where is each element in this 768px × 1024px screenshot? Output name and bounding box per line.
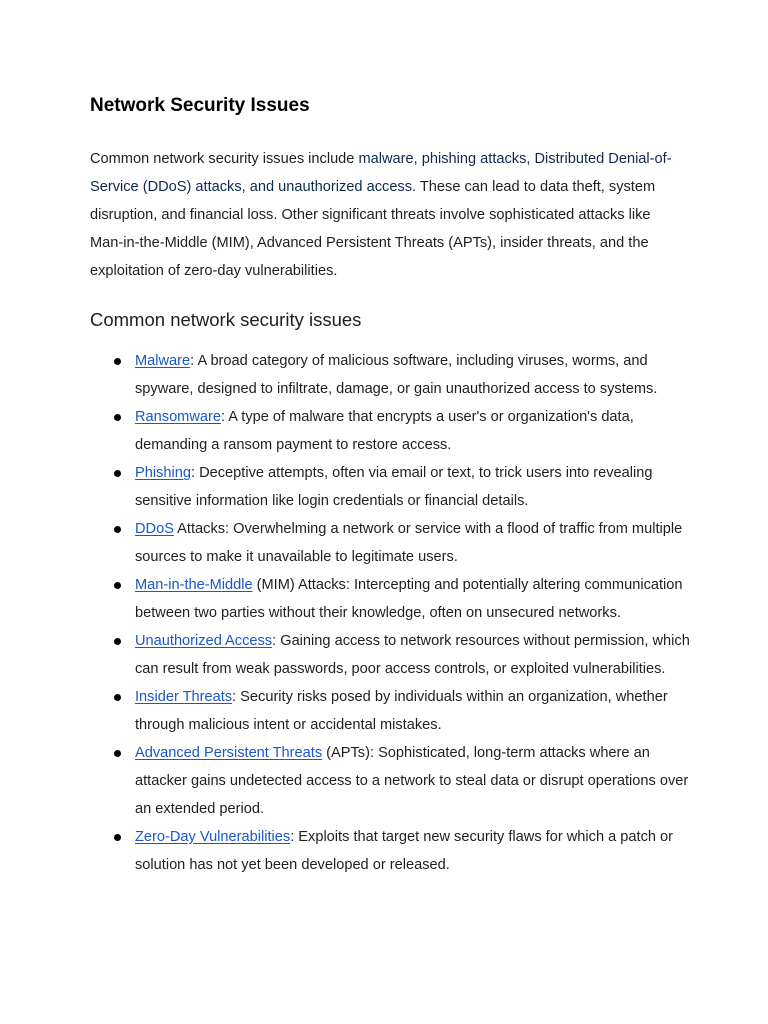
list-item [90, 627, 690, 683]
list-item [90, 347, 690, 403]
issue-link-ransomware[interactable]: Ransomware [135, 409, 221, 425]
bullet-icon [114, 638, 121, 645]
intro-highlight: malware, phishing attacks, Distributed Denial-of-Service (DDoS) attacks, and unauthorized access [90, 151, 672, 195]
bullet-icon [114, 694, 121, 701]
bullet-icon [114, 414, 121, 421]
list-item [90, 571, 690, 627]
list-item [90, 823, 690, 879]
issue-link-advanced-persistent-threats[interactable]: Advanced Persistent Threats [135, 745, 323, 761]
bullet-icon [114, 470, 121, 477]
issue-link-phishing[interactable]: Phishing [135, 465, 191, 481]
issue-description: Attacks: Overwhelming a network or service with a flood of traffic from multiple sources to make it unavailable to legitimate users. [135, 521, 683, 565]
issue-description: : Gaining access to network resources without permission, which can result from weak passwords, poor access controls, or exploited vulnerabilities. [135, 633, 690, 677]
bullet-icon [114, 750, 121, 757]
bullet-icon [114, 358, 121, 365]
list-item [90, 459, 690, 515]
issue-description: : Deceptive attempts, often via email or text, to trick users into revealing sensitive information like login credentials or financial details. [135, 465, 653, 509]
issue-link-zero-day-vulnerabilities[interactable]: Zero-Day Vulnerabilities [135, 829, 291, 845]
issue-link-ddos[interactable]: DDoS [135, 521, 174, 537]
list-item [90, 515, 690, 571]
section-heading: Common network security issues [90, 309, 362, 330]
issue-link-malware[interactable]: Malware [135, 353, 191, 369]
intro-rest: . These can lead to data theft, system disruption, and financial loss. Other significant threats involve sophisticated attacks like Man-in-the-Middle (MIM), Advanced Persistent Threats (APTs), insider threats, and the exploitation of zero-day vulnerabilities. [90, 179, 656, 279]
page-title: Network Security Issues [90, 95, 310, 116]
issue-link-insider-threats[interactable]: Insider Threats [135, 689, 233, 705]
intro-paragraph [90, 145, 680, 285]
issue-description: : A type of malware that encrypts a user's or organization's data, demanding a ransom payment to restore access. [135, 409, 634, 453]
issue-link-man-in-the-middle[interactable]: Man-in-the-Middle [135, 577, 253, 593]
list-item [90, 683, 690, 739]
bullet-icon [114, 582, 121, 589]
bullet-icon [114, 834, 121, 841]
issue-list [90, 347, 690, 879]
issue-link-unauthorized-access[interactable]: Unauthorized Access [135, 633, 273, 649]
issue-description: : A broad category of malicious software, including viruses, worms, and spyware, designed to infiltrate, damage, or gain unauthorized access to systems. [135, 353, 658, 397]
list-item [90, 403, 690, 459]
list-item [90, 739, 690, 823]
issue-description: (MIM) Attacks: Intercepting and potentially altering communication between two parties without their knowledge, often on unsecured networks. [135, 577, 683, 621]
issue-description: : Security risks posed by individuals within an organization, whether through malicious intent or accidental mistakes. [135, 689, 668, 733]
bullet-icon [114, 526, 121, 533]
intro-lead: Common network security issues include [90, 151, 359, 167]
issue-description: (APTs): Sophisticated, long-term attacks where an attacker gains undetected access to a network to steal data or disrupt operations over an extended period. [135, 745, 689, 817]
issue-description: : Exploits that target new security flaws for which a patch or solution has not yet been developed or released. [135, 829, 674, 873]
